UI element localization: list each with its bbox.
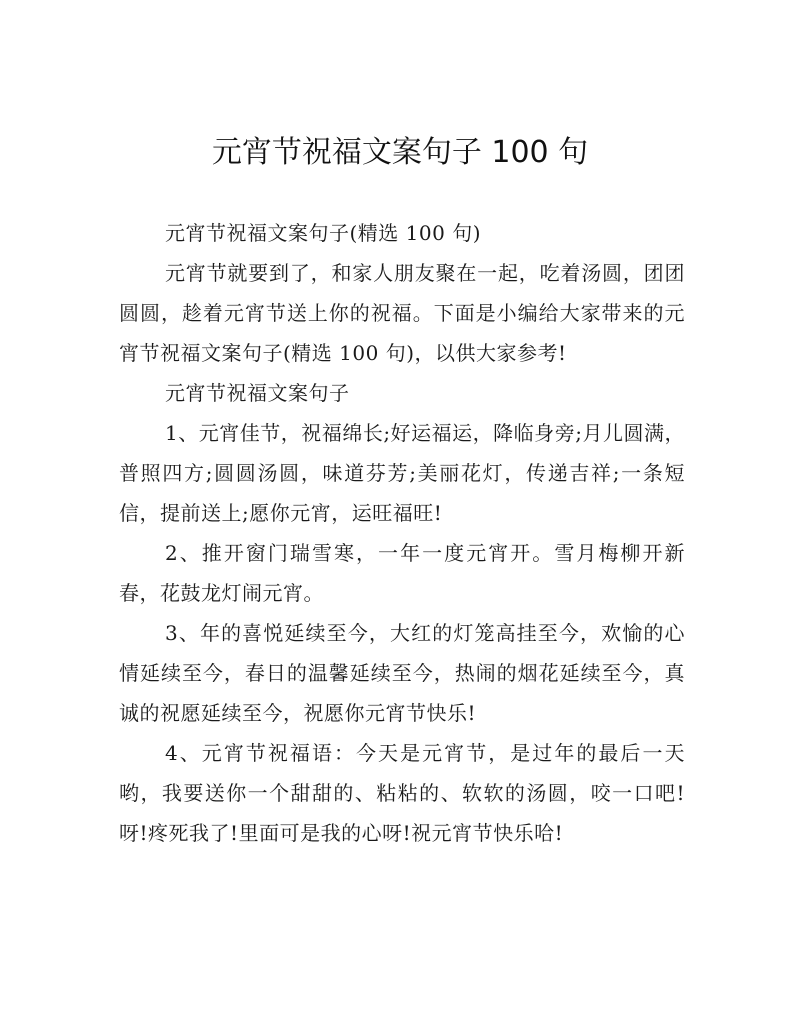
- paragraph-item-1: 1、元宵佳节，祝福绵长;好运福运，降临身旁;月儿圆满，普照四方;圆圆汤圆，味道芬芳;美丽花灯，传递吉祥;一条短信，提前送上;愿你元宵，运旺福旺!: [119, 421, 685, 525]
- paragraph-item-2: 2、推开窗门瑞雪寒，一年一度元宵开。雪月梅柳开新春，花鼓龙灯闹元宵。: [119, 541, 685, 605]
- paragraph-intro: 元宵节就要到了，和家人朋友聚在一起，吃着汤圆，团团圆圆，趁着元宵节送上你的祝福。下面是小编给大家带来的元宵节祝福文案句子(精选 100 句)，以供大家参考!: [119, 261, 685, 365]
- paragraph-subtitle: 元宵节祝福文案句子(精选 100 句): [165, 221, 481, 245]
- paragraph-section-heading: 元宵节祝福文案句子: [165, 381, 350, 405]
- paragraph-item-4: 4、元宵节祝福语：今天是元宵节，是过年的最后一天哟，我要送你一个甜甜的、粘粘的、软软的汤圆，咬一口吧!呀!疼死我了!里面可是我的心呀!祝元宵节快乐哈!: [119, 741, 685, 845]
- document-body: [119, 213, 685, 853]
- document-title: 元宵节祝福文案句子 100 句: [211, 135, 589, 170]
- paragraph-item-3: 3、年的喜悦延续至今，大红的灯笼高挂至今，欢愉的心情延续至今，春日的温馨延续至今，热闹的烟花延续至今，真诚的祝愿延续至今，祝愿你元宵节快乐!: [119, 621, 685, 725]
